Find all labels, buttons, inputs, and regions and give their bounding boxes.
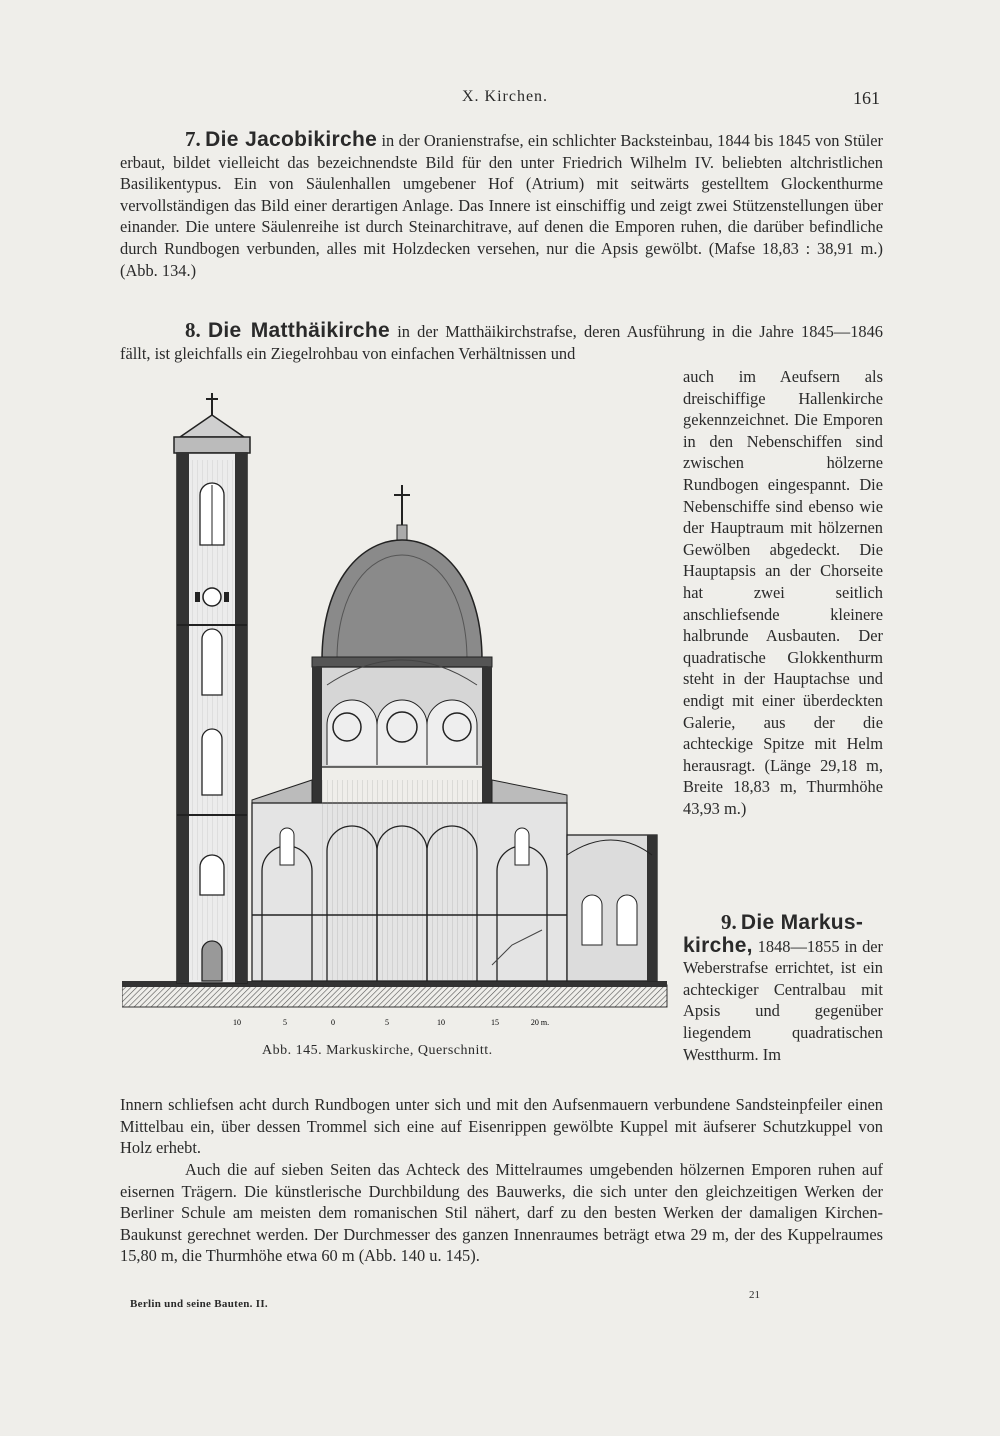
section-8-column-text: auch im Aeufsern als dreischiffige Hallenkirche gekennzeichnet. Die Emporen in den Nebenschiffen sind zwischen hölzerne Rundbogen eingespannt. Die Nebenschiffe sind ebenso wie der Hauptraum mit hölzernen Gewölben abgedeckt. Die Hauptapsis an der Chorseite hat zwei seitlich anschliefsende kleinere halbrunde Ausbauten. Der quadratische Glokkenthurm steht in der Hauptachse und endigt mit einer überdeckten Galerie, aus der die achteckige Spitze mit Helm herausragt. (Länge 29,18 m, Breite 18,83 m, Thurmhöhe 43,93 m.) — [683, 367, 883, 818]
apse-annex — [567, 835, 657, 981]
scale-label: 5 — [385, 1018, 389, 1025]
nave-and-aisles — [252, 780, 567, 981]
section-9-number: 9. — [721, 910, 737, 934]
section-9-column — [683, 912, 883, 1065]
section-9-heading-line-2: kirche, — [683, 933, 753, 957]
scale-label: 10 — [437, 1018, 445, 1025]
figure-caption: Abb. 145. Markuskirche, Querschnitt. — [262, 1043, 493, 1058]
section-9-paragraph-2: Auch die auf sieben Seiten das Achteck des Mittelraumes umgebenden hölzernen Emporen ruhen auf eisernen Trägern. Die künstlerische Durchbildung des Bauwerks, die sich unter den gleichzeitigen Werken der Berliner Schule am meisten dem romanischen Stil nähert, darf zu den besten Werken der damaligen Kirchen-Baukunst gerechnet werden. Der Durchmesser des ganzen Innenraumes beträgt etwa 29 m, der des Kuppelraumes 15,80 m, die Thurmhöhe etwa 60 m (Abb. 140 u. 145). — [120, 1160, 883, 1266]
chapter-title: X. Kirchen. — [461, 88, 549, 105]
section-7-heading: Die Jacobikirche — [205, 128, 378, 151]
section-8-heading: Die Matthäikirche — [207, 319, 391, 342]
section-7-text: in der Oranienstrafse, ein schlichter Backsteinbau, 1844 bis 1845 von Stüler erbaut, bildet vielleicht das bezeichnendste Bild für den unter Friedrich Wilhelm IV. beliebten altchristlichen Basilikentypus. Ein von Säulenhallen umgebener Hof (Atrium) mit seitwärts gestelltem Glockenthurme vervollständigen das Bild einer derartigen Anlage. Das Innere ist einschiffig und zeigt zwei Stützenstellungen über einander. Die untere Säulenreihe ist durch Steinarchitrave, auf denen die Emporen ruhen, die darüber befindliche durch Rundbogen verbunden, alles mit Holzdecken versehen, nur die Apsis gewölbt. (Mafse 18,83 : 38,91 m.) (Abb. 134.) — [120, 131, 883, 280]
section-8-text-full: in der Matthäikirchstrafse, deren Ausführung in die Jahre 1845—1846 fällt, ist gleichfalls ein Ziegelrohbau von einfachen Verhältnissen und — [120, 322, 883, 363]
scale-bar — [233, 1018, 549, 1025]
scale-label: 10 — [233, 1018, 241, 1025]
section-9-column-end: Im — [762, 1044, 781, 1064]
tower — [174, 393, 250, 983]
footer-sheet-number: 21 — [749, 1289, 760, 1301]
section-8-paragraph — [120, 320, 883, 364]
section-7-paragraph — [120, 129, 883, 281]
figure-markuskirche-section — [122, 385, 672, 1025]
scale-label: 5 — [283, 1018, 287, 1025]
section-9-heading-line-1: 9. Die Markus- — [721, 910, 864, 934]
section-7-number: 7. — [185, 127, 201, 151]
scale-label: 15 — [491, 1018, 499, 1025]
scale-label: 20 m. — [530, 1018, 550, 1025]
section-8-number: 8. — [185, 318, 201, 342]
scale-label: 0 — [331, 1018, 335, 1025]
cross-section-drawing — [122, 385, 672, 1025]
page-number: 161 — [853, 88, 880, 108]
running-head — [120, 88, 890, 114]
section-9-column-text: 1848—1855 in der Weberstrafse errichtet, ist ein achteckiger Centralbau mit Apsis und gegenüber liegendem quadratischen Westthurm. — [683, 936, 883, 1064]
section-9-text-full: Innern schliefsen acht durch Rundbogen unter sich und mit den Aufsenmauern verbundene Sandsteinpfeiler einen Mittelbau ein, über dessen Trommel sich eine auf Eisenrippen gewölbte Kuppel mit äufserer Schutzkuppel von Holz erhebt. — [120, 1095, 883, 1158]
footer-signature: Berlin und seine Bauten. II. — [130, 1298, 268, 1310]
